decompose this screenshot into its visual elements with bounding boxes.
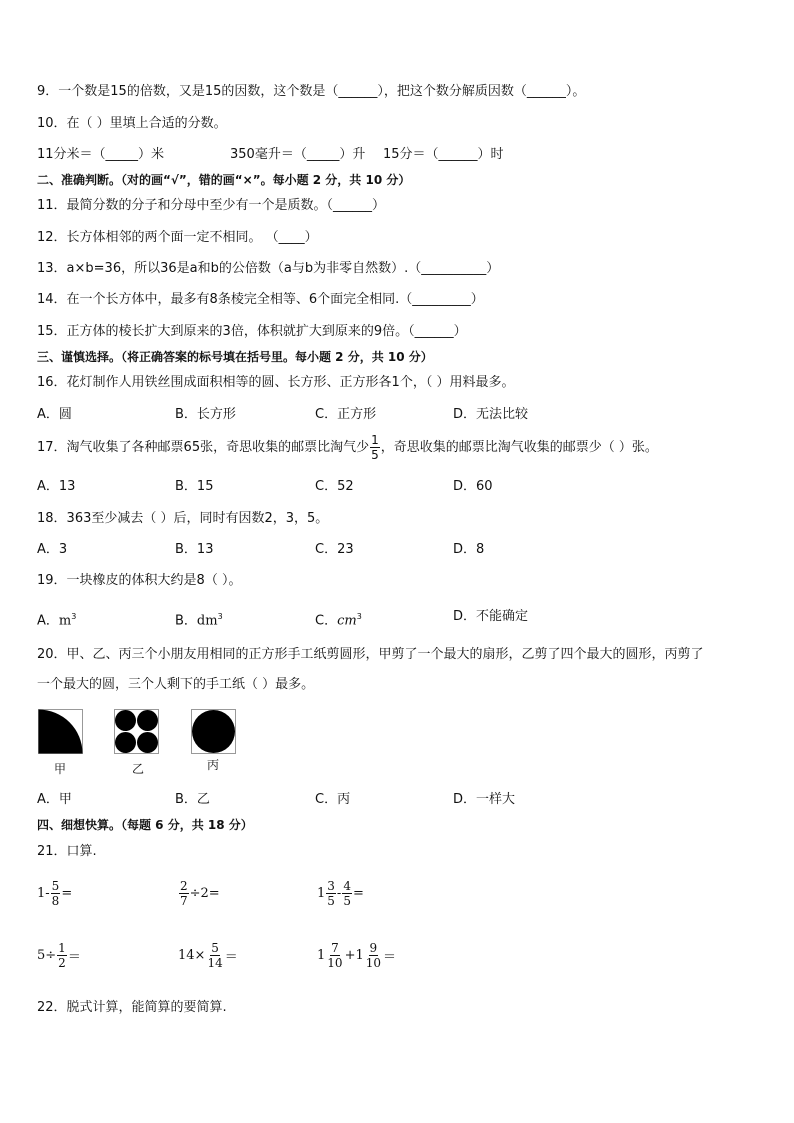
question-21: 21．口算. — [37, 844, 97, 859]
section-2-heading: 二、准确判断。（对的画“√”，错的画“×”。每小题 2 分，共 10 分） — [37, 173, 411, 187]
q21-expr-3 — [317, 879, 364, 908]
q17-option-b: B．15 — [175, 479, 214, 494]
question-15: 15．正方体的棱长扩大到原来的3倍，体积就扩大到原来的9倍。（______） — [37, 324, 467, 339]
e5-fraction — [206, 941, 223, 970]
q19-c-label: C． — [315, 613, 338, 629]
q18-option-b: B．13 — [175, 542, 214, 557]
q17-frac-den: 5 — [371, 448, 379, 462]
section-4-heading: 四、细想快算。（每题 6 分，共 18 分） — [37, 818, 253, 832]
e6-pre: 1 — [317, 948, 326, 963]
question-12: 12．长方体相邻的两个面一定不相同。 （____） — [37, 230, 318, 245]
q17-option-d: D．60 — [453, 479, 493, 494]
e6-post: ＝ — [383, 950, 397, 965]
q20-option-c: C．丙 — [315, 792, 351, 807]
e5-pre: 14× — [178, 948, 206, 963]
e1-fraction — [51, 879, 61, 908]
e6-den1: 10 — [327, 956, 343, 970]
e6-mid: +1 — [344, 948, 364, 963]
q10-item-3: 15分＝（______）时 — [383, 147, 504, 162]
e4-den: 2 — [58, 956, 66, 970]
e2-post: ÷2= — [189, 886, 220, 901]
e3-den1: 5 — [327, 894, 335, 908]
q16-option-d: D．无法比较 — [453, 407, 529, 422]
e2-fraction — [179, 879, 189, 908]
e2-num: 2 — [180, 879, 188, 893]
q21-expr-5 — [178, 941, 238, 970]
figure-yi-label: 乙 — [131, 762, 144, 776]
e3-num2: 4 — [343, 879, 351, 893]
q18-option-c: C．23 — [315, 542, 354, 557]
question-22: 22．脱式计算，能简算的要简算. — [37, 1000, 227, 1015]
question-14: 14．在一个长方体中，最多有8条棱完全相等、6个面完全相同.（_________） — [37, 292, 484, 307]
q17-frac-num: 1 — [371, 433, 379, 447]
q20-option-b: B．乙 — [175, 792, 210, 807]
section-3-heading: 三、谨慎选择。（将正确答案的标号填在括号里。每小题 2 分，共 10 分） — [37, 350, 433, 364]
e1-post: = — [61, 886, 73, 901]
q17-option-a: A．13 — [37, 479, 76, 494]
figure-jia-quarter-circle — [38, 709, 84, 755]
q19-c-exp: 3 — [356, 612, 362, 621]
q20-option-a: A．甲 — [37, 792, 72, 807]
q16-option-a: A．圆 — [37, 407, 72, 422]
question-17 — [37, 433, 658, 462]
e6-num2: 9 — [369, 941, 378, 955]
e3-pre: 1 — [317, 886, 326, 901]
question-13: 13．a×b=36，所以36是a和b的公倍数（a与b为非零自然数）.（__________） — [37, 261, 500, 276]
q21-expr-4 — [37, 941, 81, 970]
e4-post: ＝ — [67, 950, 81, 965]
question-11: 11．最简分数的分子和分母中至少有一个是质数。（______） — [37, 198, 386, 213]
question-19: 19．一块橡皮的体积大约是8（ ）。 — [37, 573, 242, 588]
q17-text-a: 17．淘气收集了各种邮票65张，奇思收集的邮票比淘气少 — [37, 439, 370, 455]
q10-item-1: 11分米＝（_____）米 — [37, 147, 165, 162]
figure-jia-label: 甲 — [53, 762, 66, 776]
q16-option-b: B．长方形 — [175, 407, 236, 422]
e4-fraction — [57, 941, 67, 970]
q20-option-d: D．一样大 — [453, 792, 516, 807]
question-20-line-1: 20．甲、乙、丙三个小朋友用相同的正方形手工纸剪圆形，甲剪了一个最大的扇形，乙剪了四个最大的圆形，丙剪了 — [37, 647, 704, 662]
q10-item-2: 350毫升＝（_____）升 — [230, 147, 366, 162]
question-9: 9．一个数是15的倍数，又是15的因数，这个数是（______），把这个数分解质因数（______）。 — [37, 84, 586, 99]
question-20-line-2: 一个最大的圆，三个人剩下的手工纸（ ）最多。 — [37, 677, 315, 692]
question-10: 10．在（ ）里填上合适的分数。 — [37, 116, 227, 131]
e3-fraction-1 — [326, 879, 336, 908]
q19-option-c — [315, 608, 362, 630]
figure-yi-four-circles — [114, 709, 160, 755]
e2-den: 7 — [180, 894, 188, 908]
e6-fraction-2 — [365, 941, 382, 970]
e5-num: 5 — [211, 941, 219, 955]
q16-option-c: C．正方形 — [315, 407, 377, 422]
e3-den2: 5 — [343, 894, 351, 908]
q21-expr-6 — [317, 941, 396, 970]
e4-pre: 5÷ — [37, 948, 57, 963]
figure-bing-label: 丙 — [206, 758, 219, 772]
e3-fraction-2 — [342, 879, 352, 908]
q19-option-d — [453, 608, 528, 626]
e3-num1: 3 — [327, 879, 335, 893]
question-16: 16．花灯制作人用铁丝围成面积相等的圆、长方形、正方形各1个，（ ）用料最多。 — [37, 375, 515, 390]
q21-expr-1 — [37, 879, 72, 908]
q19-a-exp: 3 — [71, 612, 77, 621]
e1-den: 8 — [51, 894, 60, 908]
q19-option-b — [175, 608, 223, 630]
q17-option-c: C．52 — [315, 479, 354, 494]
q17-fraction — [370, 433, 380, 462]
q18-option-d: D．8 — [453, 542, 485, 557]
q19-b-unit: dm — [196, 613, 218, 629]
e1-pre: 1- — [37, 886, 50, 901]
e5-den: 14 — [207, 956, 223, 970]
e3-post: = — [352, 886, 364, 901]
q19-a-label: A． — [37, 613, 59, 629]
q17-text-b: ，奇思收集的邮票比淘气收集的邮票少（ ）张。 — [380, 439, 658, 455]
e6-den2: 10 — [365, 956, 382, 970]
q19-b-exp: 3 — [217, 612, 223, 621]
figure-bing-circle — [191, 709, 237, 755]
q19-a-unit: m — [58, 613, 72, 629]
e5-post: ＝ — [224, 950, 238, 965]
q19-b-label: B． — [175, 613, 197, 629]
e3-mid: - — [336, 886, 342, 901]
q19-option-a — [37, 608, 76, 630]
e1-num: 5 — [51, 879, 60, 893]
q19-d-label: D．不能确定 — [453, 609, 529, 624]
e6-num1: 7 — [331, 941, 339, 955]
q19-c-unit: cm — [337, 613, 357, 629]
q18-option-a: A．3 — [37, 542, 68, 557]
e4-num: 1 — [58, 941, 66, 955]
question-18: 18．363至少减去（ ）后，同时有因数2，3，5。 — [37, 511, 329, 526]
q21-expr-2 — [178, 879, 220, 908]
e6-fraction-1 — [326, 941, 343, 970]
